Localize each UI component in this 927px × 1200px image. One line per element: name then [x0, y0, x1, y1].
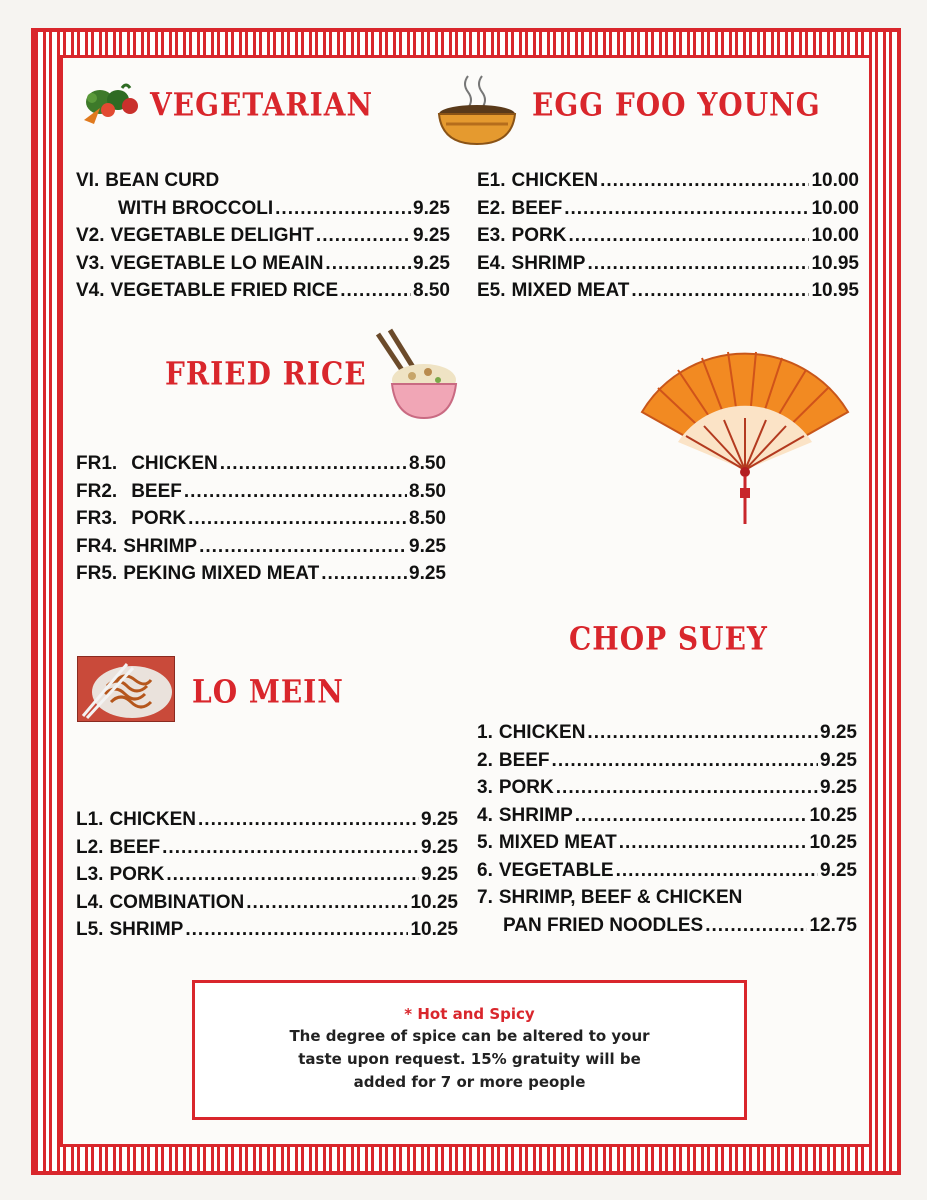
rice-bowl-chopsticks-icon [372, 328, 462, 422]
list-item: L3. PORK ..... 9.25 [76, 861, 458, 889]
soup-bowl-icon [436, 72, 518, 148]
list-item: FR1. CHICKEN ..... 8.50 [76, 450, 446, 478]
noodles-plate-icon [77, 656, 175, 722]
list-item: 5. MIXED MEAT ..... 10.25 [477, 829, 857, 857]
note-line-3: added for 7 or more people [353, 1073, 586, 1091]
list-item: L1. CHICKEN ..... 9.25 [76, 806, 458, 834]
spice-gratuity-note [192, 980, 747, 1120]
list-item: FR2. BEEF ..... 8.50 [76, 478, 446, 506]
list-item: 7. SHRIMP, BEEF & CHICKEN [477, 887, 743, 908]
fried-rice-list [76, 450, 446, 588]
chop-suey-list [477, 719, 857, 939]
list-item: V2. VEGETABLE DELIGHT ..... 9.25 [76, 222, 450, 250]
list-item: 3. PORK ..... 9.25 [477, 774, 857, 802]
list-item: FR3. PORK ..... 8.50 [76, 505, 446, 533]
vegetarian-heading: VEGETARIAN [150, 85, 374, 124]
list-item: E4. SHRIMP ..... 10.95 [477, 250, 859, 278]
list-item: 2. BEEF ..... 9.25 [477, 747, 857, 775]
list-item: FR4. SHRIMP ..... 9.25 [76, 533, 446, 561]
egg-foo-young-heading: EGG FOO YOUNG [532, 85, 821, 124]
list-item: VI. BEAN CURD [76, 170, 220, 191]
list-item: V4. VEGETABLE FRIED RICE ..... 8.50 [76, 277, 450, 305]
vegetables-icon [78, 80, 144, 130]
list-item: L2. BEEF ..... 9.25 [76, 834, 458, 862]
list-item: L5. SHRIMP ..... 10.25 [76, 916, 458, 944]
list-item: E5. MIXED MEAT ..... 10.95 [477, 277, 859, 305]
lo-mein-heading: LO MEIN [192, 672, 344, 711]
list-item: E3. PORK ..... 10.00 [477, 222, 859, 250]
lo-mein-list [76, 806, 458, 944]
list-item: V3. VEGETABLE LO MEAIN ..... 9.25 [76, 250, 450, 278]
list-item: WITH BROCCOLI ..... 9.25 [76, 195, 450, 223]
egg-foo-young-list [477, 167, 859, 305]
note-line-2: taste upon request. 15% gratuity will be [298, 1050, 641, 1068]
list-item: FR5. PEKING MIXED MEAT ..... 9.25 [76, 560, 446, 588]
list-item: PAN FRIED NOODLES ..... 12.75 [477, 912, 857, 940]
list-item: E2. BEEF ..... 10.00 [477, 195, 859, 223]
list-item: 1. CHICKEN ..... 9.25 [477, 719, 857, 747]
chop-suey-heading: CHOP SUEY [569, 619, 768, 658]
hot-and-spicy-label: * Hot and Spicy [404, 1005, 535, 1023]
list-item: L4. COMBINATION ..... 10.25 [76, 889, 458, 917]
chinese-fan-icon [638, 350, 852, 528]
fried-rice-heading: FRIED RICE [165, 354, 367, 393]
list-item: E1. CHICKEN ..... 10.00 [477, 167, 859, 195]
list-item: 4. SHRIMP ..... 10.25 [477, 802, 857, 830]
list-item: 6. VEGETABLE ..... 9.25 [477, 857, 857, 885]
note-line-1: The degree of spice can be altered to your [289, 1027, 650, 1045]
vegetarian-list [76, 167, 450, 305]
